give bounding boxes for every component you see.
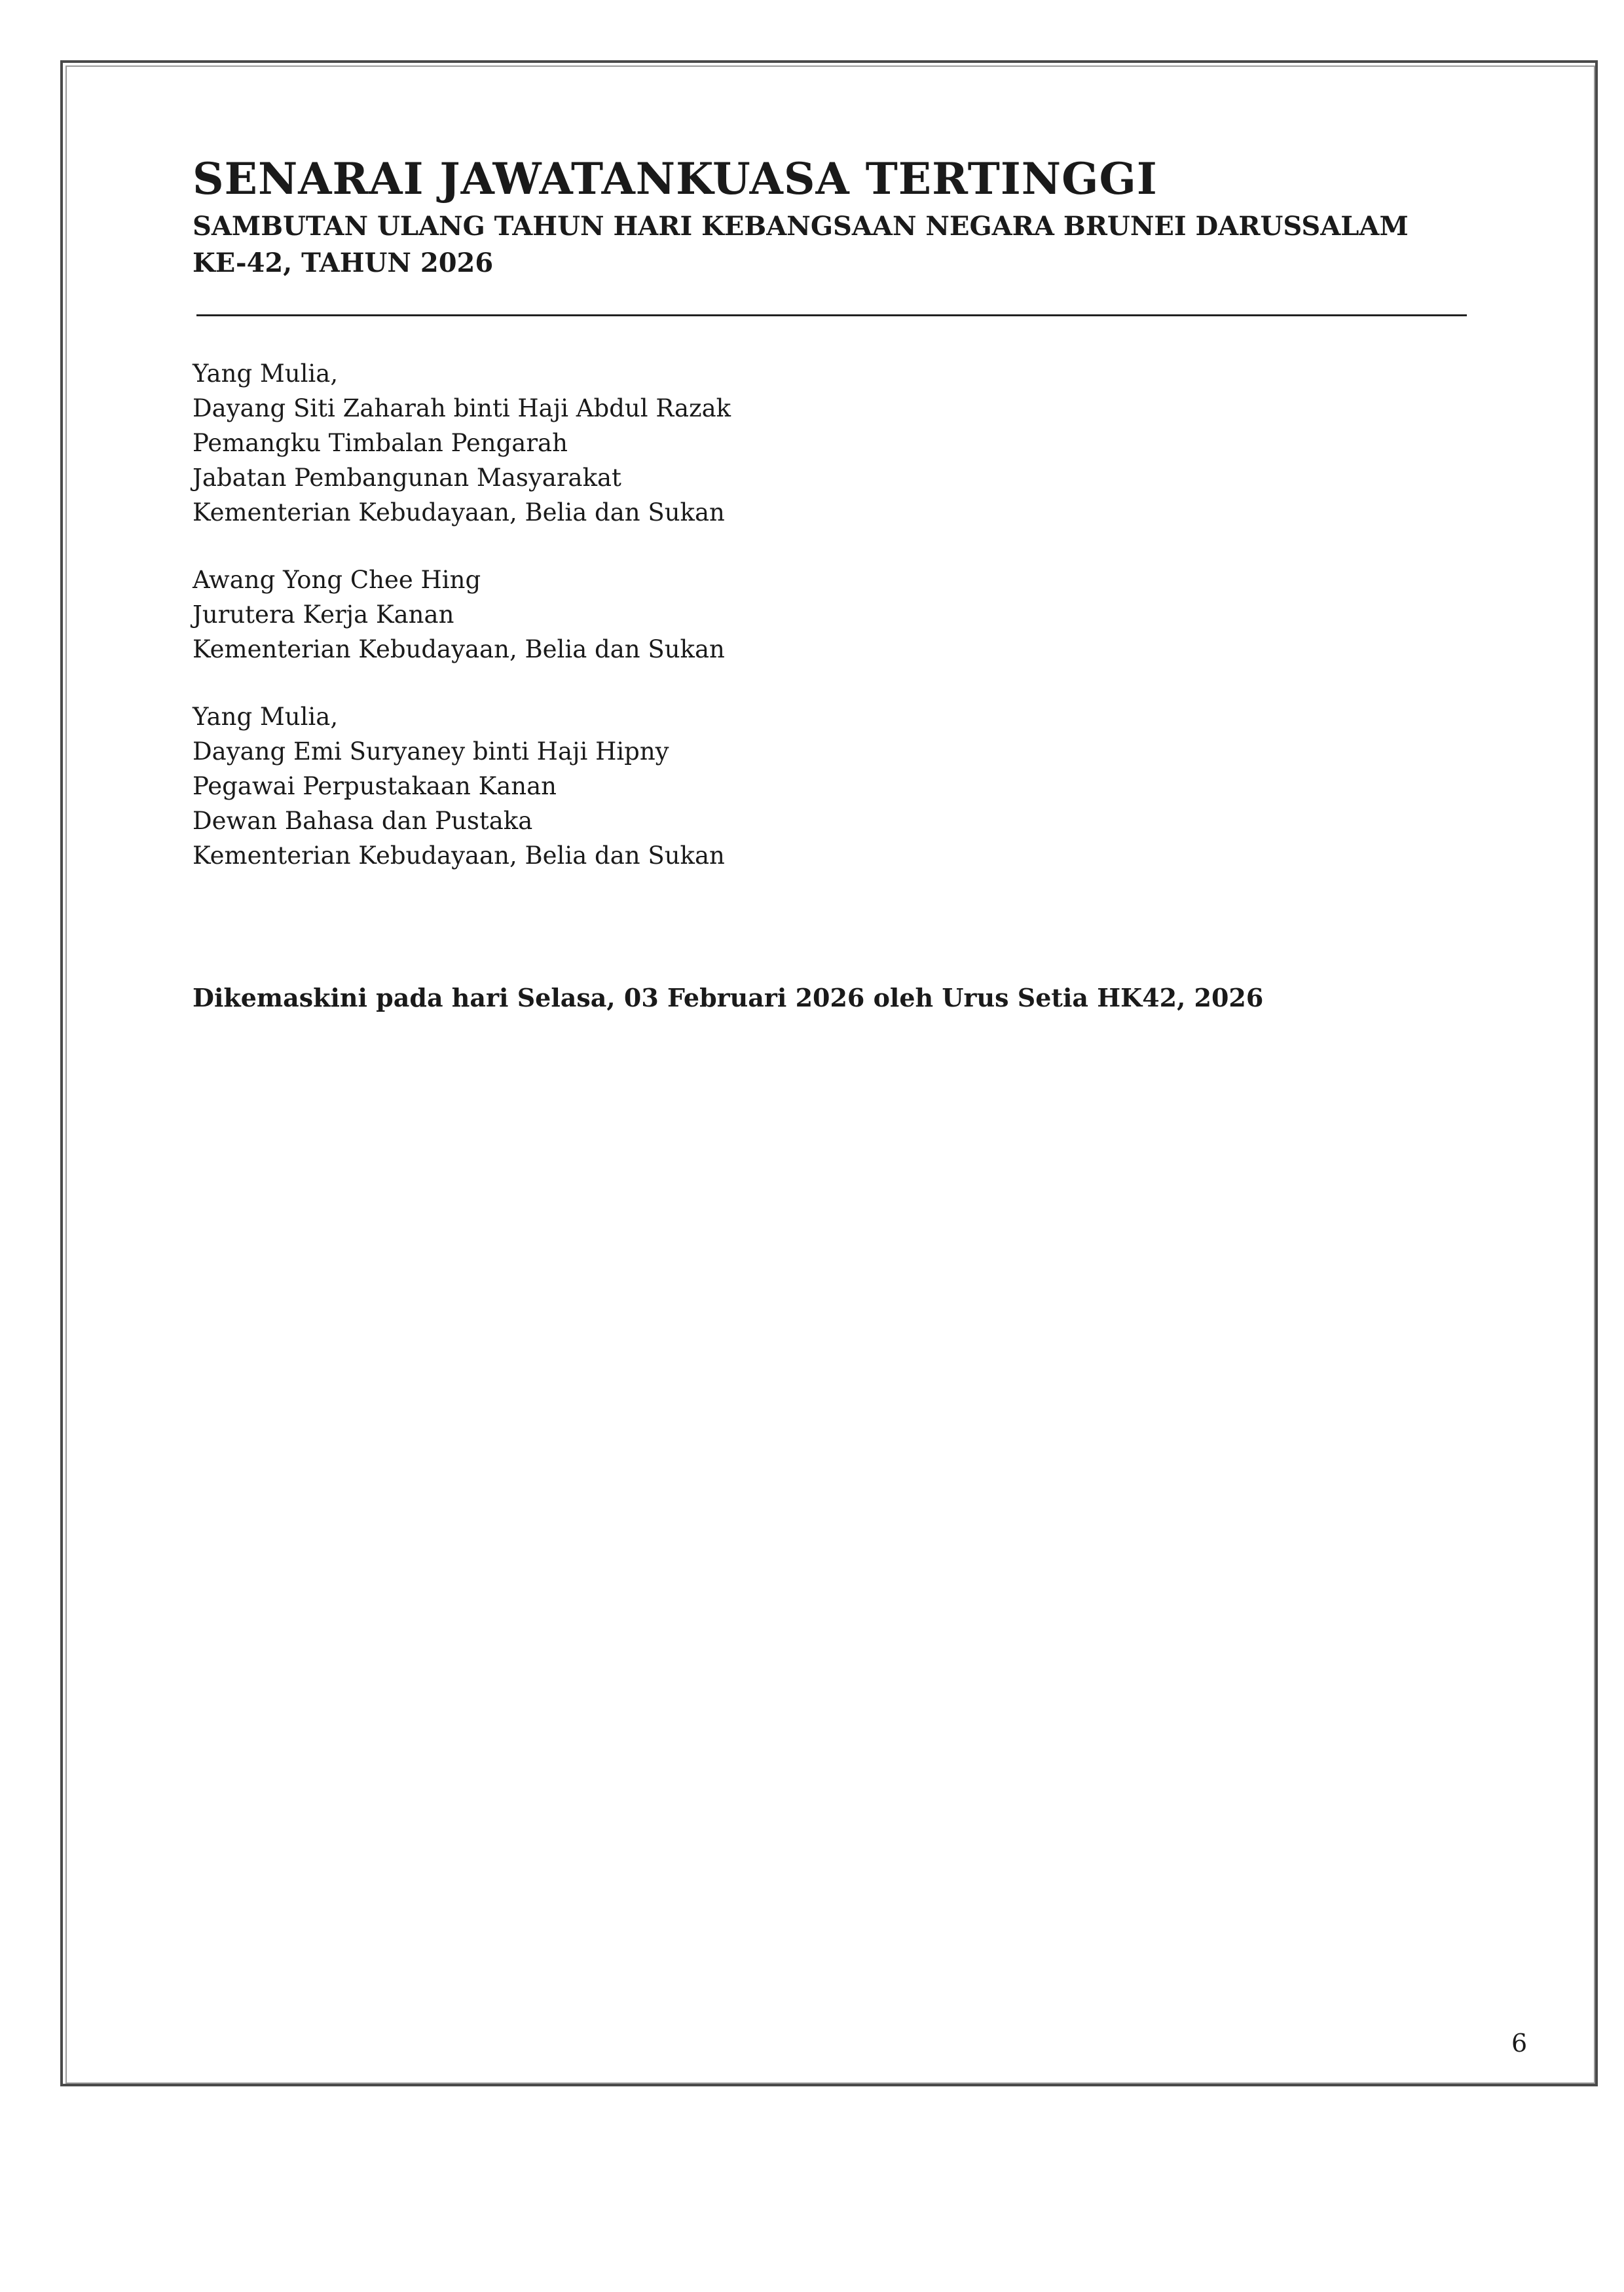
member-entry-1 <box>193 356 1371 530</box>
member-entry-3 <box>193 699 1371 873</box>
member-ministry: Kementerian Kebudayaan, Belia dan Sukan <box>193 635 725 663</box>
document-subtitle-line-1: SAMBUTAN ULANG TAHUN HARI KEBANGSAAN NEGARA BRUNEI DARUSSALAM <box>193 211 1409 242</box>
member-name: Dayang Emi Suryaney binti Haji Hipny <box>193 737 669 766</box>
document-subtitle-line-2: KE-42, TAHUN 2026 <box>193 248 494 278</box>
member-position: Jurutera Kerja Kanan <box>193 601 454 629</box>
member-department: Dewan Bahasa dan Pustaka <box>193 807 533 835</box>
member-position: Pemangku Timbalan Pengarah <box>193 429 568 457</box>
member-entry-2 <box>193 563 1371 667</box>
last-updated-note: Dikemaskini pada hari Selasa, 03 Februari 2026 oleh Urus Setia HK42, 2026 <box>193 983 1264 1012</box>
header-divider <box>196 314 1467 316</box>
page-number: 6 <box>1511 2029 1528 2058</box>
member-department: Jabatan Pembangunan Masyarakat <box>193 464 621 492</box>
member-name: Awang Yong Chee Hing <box>193 566 481 594</box>
member-honorific: Yang Mulia, <box>193 360 339 388</box>
member-list <box>193 356 1371 906</box>
member-ministry: Kementerian Kebudayaan, Belia dan Sukan <box>193 498 725 527</box>
document-title: SENARAI JAWATANKUASA TERTINGGI <box>193 153 1158 204</box>
member-name: Dayang Siti Zaharah binti Haji Abdul Razak <box>193 394 731 422</box>
document-header <box>193 149 1469 282</box>
member-ministry: Kementerian Kebudayaan, Belia dan Sukan <box>193 841 725 870</box>
member-position: Pegawai Perpustakaan Kanan <box>193 772 557 800</box>
member-honorific: Yang Mulia, <box>193 703 339 731</box>
